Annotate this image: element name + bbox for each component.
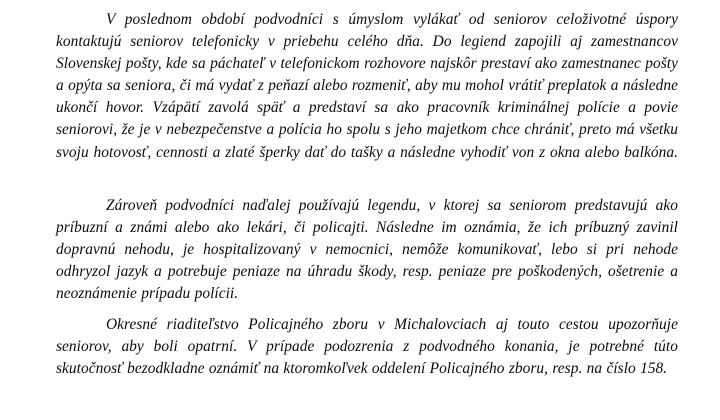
document-body xyxy=(56,9,678,381)
paragraph-2: Zároveň podvodníci naďalej používajú legendu, v ktorej sa seniorom predstavujú ako príbuzní a známi alebo ako lekári, či policajti. Následne im oznámia, že ich príbuzný zavinil dopravnú nehodu, je hospitalizovaný v nemocnici, nemôže komunikovať, lebo si pri nehode odhryzol jazyk a potrebuje peniaze na úhradu škody, resp. peniaze pre poškodených, ošetrenie a neoznámenie prípadu polícii. xyxy=(56,196,678,303)
paragraph-3: Okresné riaditeľstvo Policajného zboru v Michalovciach aj touto cestou upozorňuje seniorov, aby boli opatrní. V prípade podozrenia z podvodného konania, je potrebné túto skutočnosť bezodkladne oznámiť na ktoromkoľvek oddelení Policajného zboru, resp. na číslo 158. xyxy=(56,316,678,378)
paragraph-1: V poslednom období podvodníci s úmyslom vylákať od seniorov celoživotné úspory kontaktujú seniorov telefonicky v priebehu celého dňa. Do legiend zapojili aj zamestnancov Slovenskej pošty, kde sa páchateľ v telefonickom rozhovore najskôr prestaví ako zamestnanec pošty a opýta sa seniora, či má vydať z peňazí alebo rozmeniť, aby mu mohol vrátiť preplatok a následne ukončí hovor. Vzápätí zavolá späť a predstaví sa ako pracovník kriminálnej polície a povie seniorovi, že je v nebezpečenstve a polícia ho spolu s jeho majetkom chce chrániť, preto má všetku svoju hotovosť, cennosti a zlaté šperky dať do tašky a následne vyhodiť von z okna alebo balkóna. xyxy=(56,11,678,161)
